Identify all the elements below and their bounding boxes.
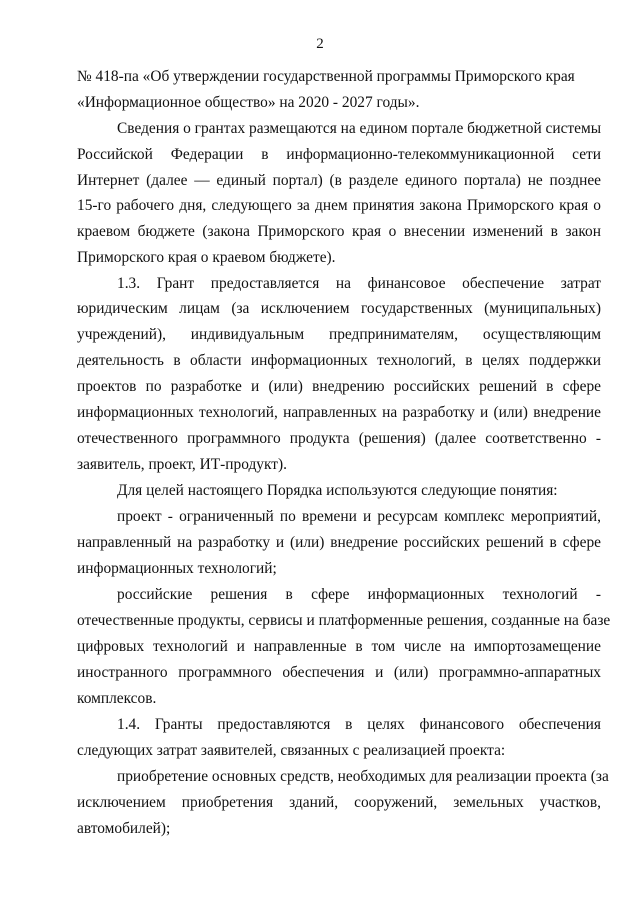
paragraph-first-line: проект - ограниченный по времени и ресурсам комплекс мероприятий, (117, 508, 601, 525)
text-line: автомобилей); (77, 820, 171, 837)
paragraph-first-line: Сведения о грантах размещаются на едином портале бюджетной системы (117, 120, 602, 137)
text-line: деятельность в области информационных технологий, в целях поддержки (77, 352, 601, 369)
text-line: следующих затрат заявителей, связанных с реализацией проекта: (77, 742, 506, 759)
text-line: № 418-па «Об утверждении государственной программы Приморского края (77, 68, 575, 85)
paragraph-first-line: 1.4. Гранты предоставляются в целях финансового обеспечения (117, 716, 601, 733)
text-line: отечественные продукты, сервисы и платформенные решения, созданные на базе (77, 612, 611, 629)
text-line: «Информационное общество» на 2020 - 2027 годы». (77, 94, 420, 111)
text-line: заявитель, проект, ИТ-продукт). (77, 456, 287, 473)
text-line: краевом бюджете (закона Приморского края о внесении изменений в закон (77, 223, 601, 240)
page-number: 2 (316, 36, 324, 52)
paragraph-first-line: российские решения в сфере информационных технологий - (117, 586, 601, 603)
text-line: учреждений), индивидуальным предпринимателям, осуществляющим (77, 326, 601, 343)
paragraph-first-line: Для целей настоящего Порядка используются следующие понятия: (117, 482, 558, 499)
text-line: Российской Федерации в информационно-телекоммуникационной сети (77, 146, 601, 163)
text-line: исключением приобретения зданий, сооружений, земельных участков, (77, 794, 601, 811)
text-line: Интернет (далее — единый портал) (в разделе единого портала) не позднее (77, 172, 601, 189)
paragraph-first-line: приобретение основных средств, необходимых для реализации проекта (за (117, 768, 609, 785)
text-line: проектов по разработке и (или) внедрению российских решений в сфере (77, 378, 601, 395)
text-line: информационных технологий, направленных на разработку и (или) внедрение (77, 404, 601, 421)
text-line: юридическим лицам (за исключением государственных (муниципальных) (77, 300, 601, 317)
paragraph-first-line: 1.3. Грант предоставляется на финансовое обеспечение затрат (117, 275, 601, 292)
text-line: отечественного программного продукта (решения) (далее соответственно - (77, 430, 601, 447)
text-line: цифровых технологий и направленные в том числе на импортозамещение (77, 638, 601, 655)
text-line: 15-го рабочего дня, следующего за днем принятия закона Приморского края о (77, 197, 601, 214)
text-line: направленный на разработку и (или) внедрение российских решений в сфере (77, 534, 601, 551)
text-line: Приморского края о краевом бюджете). (77, 249, 336, 266)
text-line: информационных технологий; (77, 560, 277, 577)
text-line: комплексов. (77, 690, 157, 707)
text-line: иностранного программного обеспечения и (или) программно-аппаратных (77, 664, 601, 681)
